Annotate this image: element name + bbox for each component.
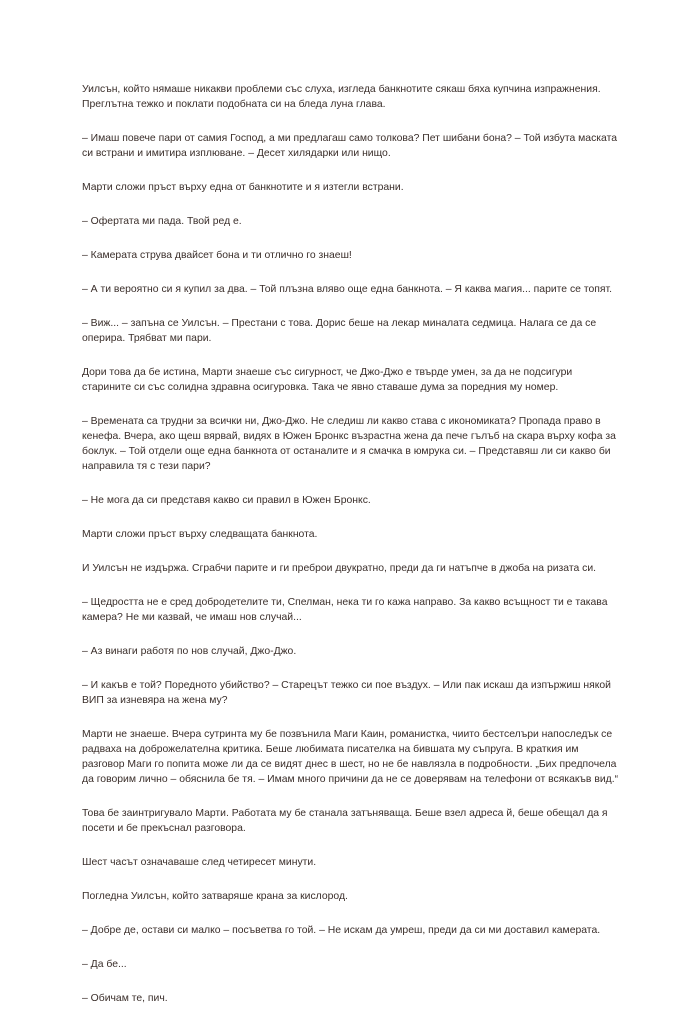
paragraph: – И какъв е той? Поредното убийство? – Старецът тежко си пое въздух. – Или пак искаш да изпържиш някой ВИП за изневяра на жена му? [82,680,611,706]
paragraph: – Виж... – запъна се Уилсън. – Престани с това. Дорис беше на лекар миналата седмица. Налага се да се оперира. Трябват ми пари. [82,318,597,344]
paragraph: – Камерата струва двайсет бона и ти отлично го знаеш! [82,250,352,261]
paragraph: Марти сложи пръст върху следващата банкнота. [82,529,318,540]
paragraph: – А ти вероятно си я купил за два. – Той плъзна вляво още една банкнота. – Я каква магия... парите се топят. [82,284,613,295]
text-column [82,82,622,1025]
paragraph: Уилсън, който нямаше никакви проблеми със слуха, изгледа банкнотите сякаш бяха купчина изпражнения. Преглътна тежко и поклати подобната си на бледа луна глава. [82,84,601,110]
paragraph: – Да бе... [82,959,127,970]
paragraph: Шест часът означаваше след четиресет минути. [82,857,317,868]
paragraph: Марти не знаеше. Вчера сутринта му бе позвънила Маги Каин, романистка, чиито бестселъри напоследък се радваха на доброжелателна критика. Беше любимата писателка на бившата му съпруга. В краткия им разговор Маги го попита може ли да се видят днес в шест, но не бе навлязла в подробности. „Бих предпочела да говорим лично – обяснила бе тя. – Имам много причини да не се доверявам на телефони от всякакъв вид.“ [82,729,619,785]
paragraph: Това бе заинтригувало Марти. Работата му бе станала затъняваща. Беше взел адреса й, беше обещал да я посети и бе прекъснал разговора. [82,808,608,834]
paragraph: – Времената са трудни за всички ни, Джо-Джо. Не следиш ли какво става с икономиката? Пропада право в кенефа. Вчера, ако щеш вярвай, видях в Южен Бронкс възрастна жена да пече гълъб на скара върху кофа за боклук. – Той отдели още една банкнота от останалите и я смачка в юмрука си. – Представяш ли си какво би направила тя с тези пари? [82,416,616,472]
paragraph: Погледна Уилсън, който затваряше крана за кислород. [82,891,348,902]
paragraph: – Аз винаги работя по нов случай, Джо-Джо. [82,646,297,657]
paragraph: – Не мога да си представя какво си правил в Южен Бронкс. [82,495,371,506]
paragraph: И Уилсън не издържа. Сграбчи парите и ги преброи двукратно, преди да ги натъпче в джоба на ризата си. [82,563,597,574]
paragraph: – Имаш повече пари от самия Господ, а ми предлагаш само толкова? Пет шибани бона? – Той избута маската си встрани и имитира изплюване. – Десет хилядарки или нищо. [82,133,618,159]
paragraph: Дори това да бе истина, Марти знаеше със сигурност, че Джо-Джо е твърде умен, за да не подсигури старините си със солидна здравна осигуровка. Така че явно ставаше дума за поредния му номер. [82,367,573,393]
paragraph: – Щедростта не е сред добродетелите ти, Спелман, нека ти го кажа направо. За какво всъщност ти е такава камера? Не ми казвай, че имаш нов случай... [82,597,608,623]
paragraph: – Обичам те, пич. [82,993,168,1004]
paragraph: – Офертата ми пада. Твой ред е. [82,216,242,227]
paragraph: Марти сложи пръст върху една от банкнотите и я изтегли встрани. [82,182,404,193]
paragraph: – Добре де, остави си малко – посъветва го той. – Не искам да умреш, преди да си ми доставил камерата. [82,925,601,936]
